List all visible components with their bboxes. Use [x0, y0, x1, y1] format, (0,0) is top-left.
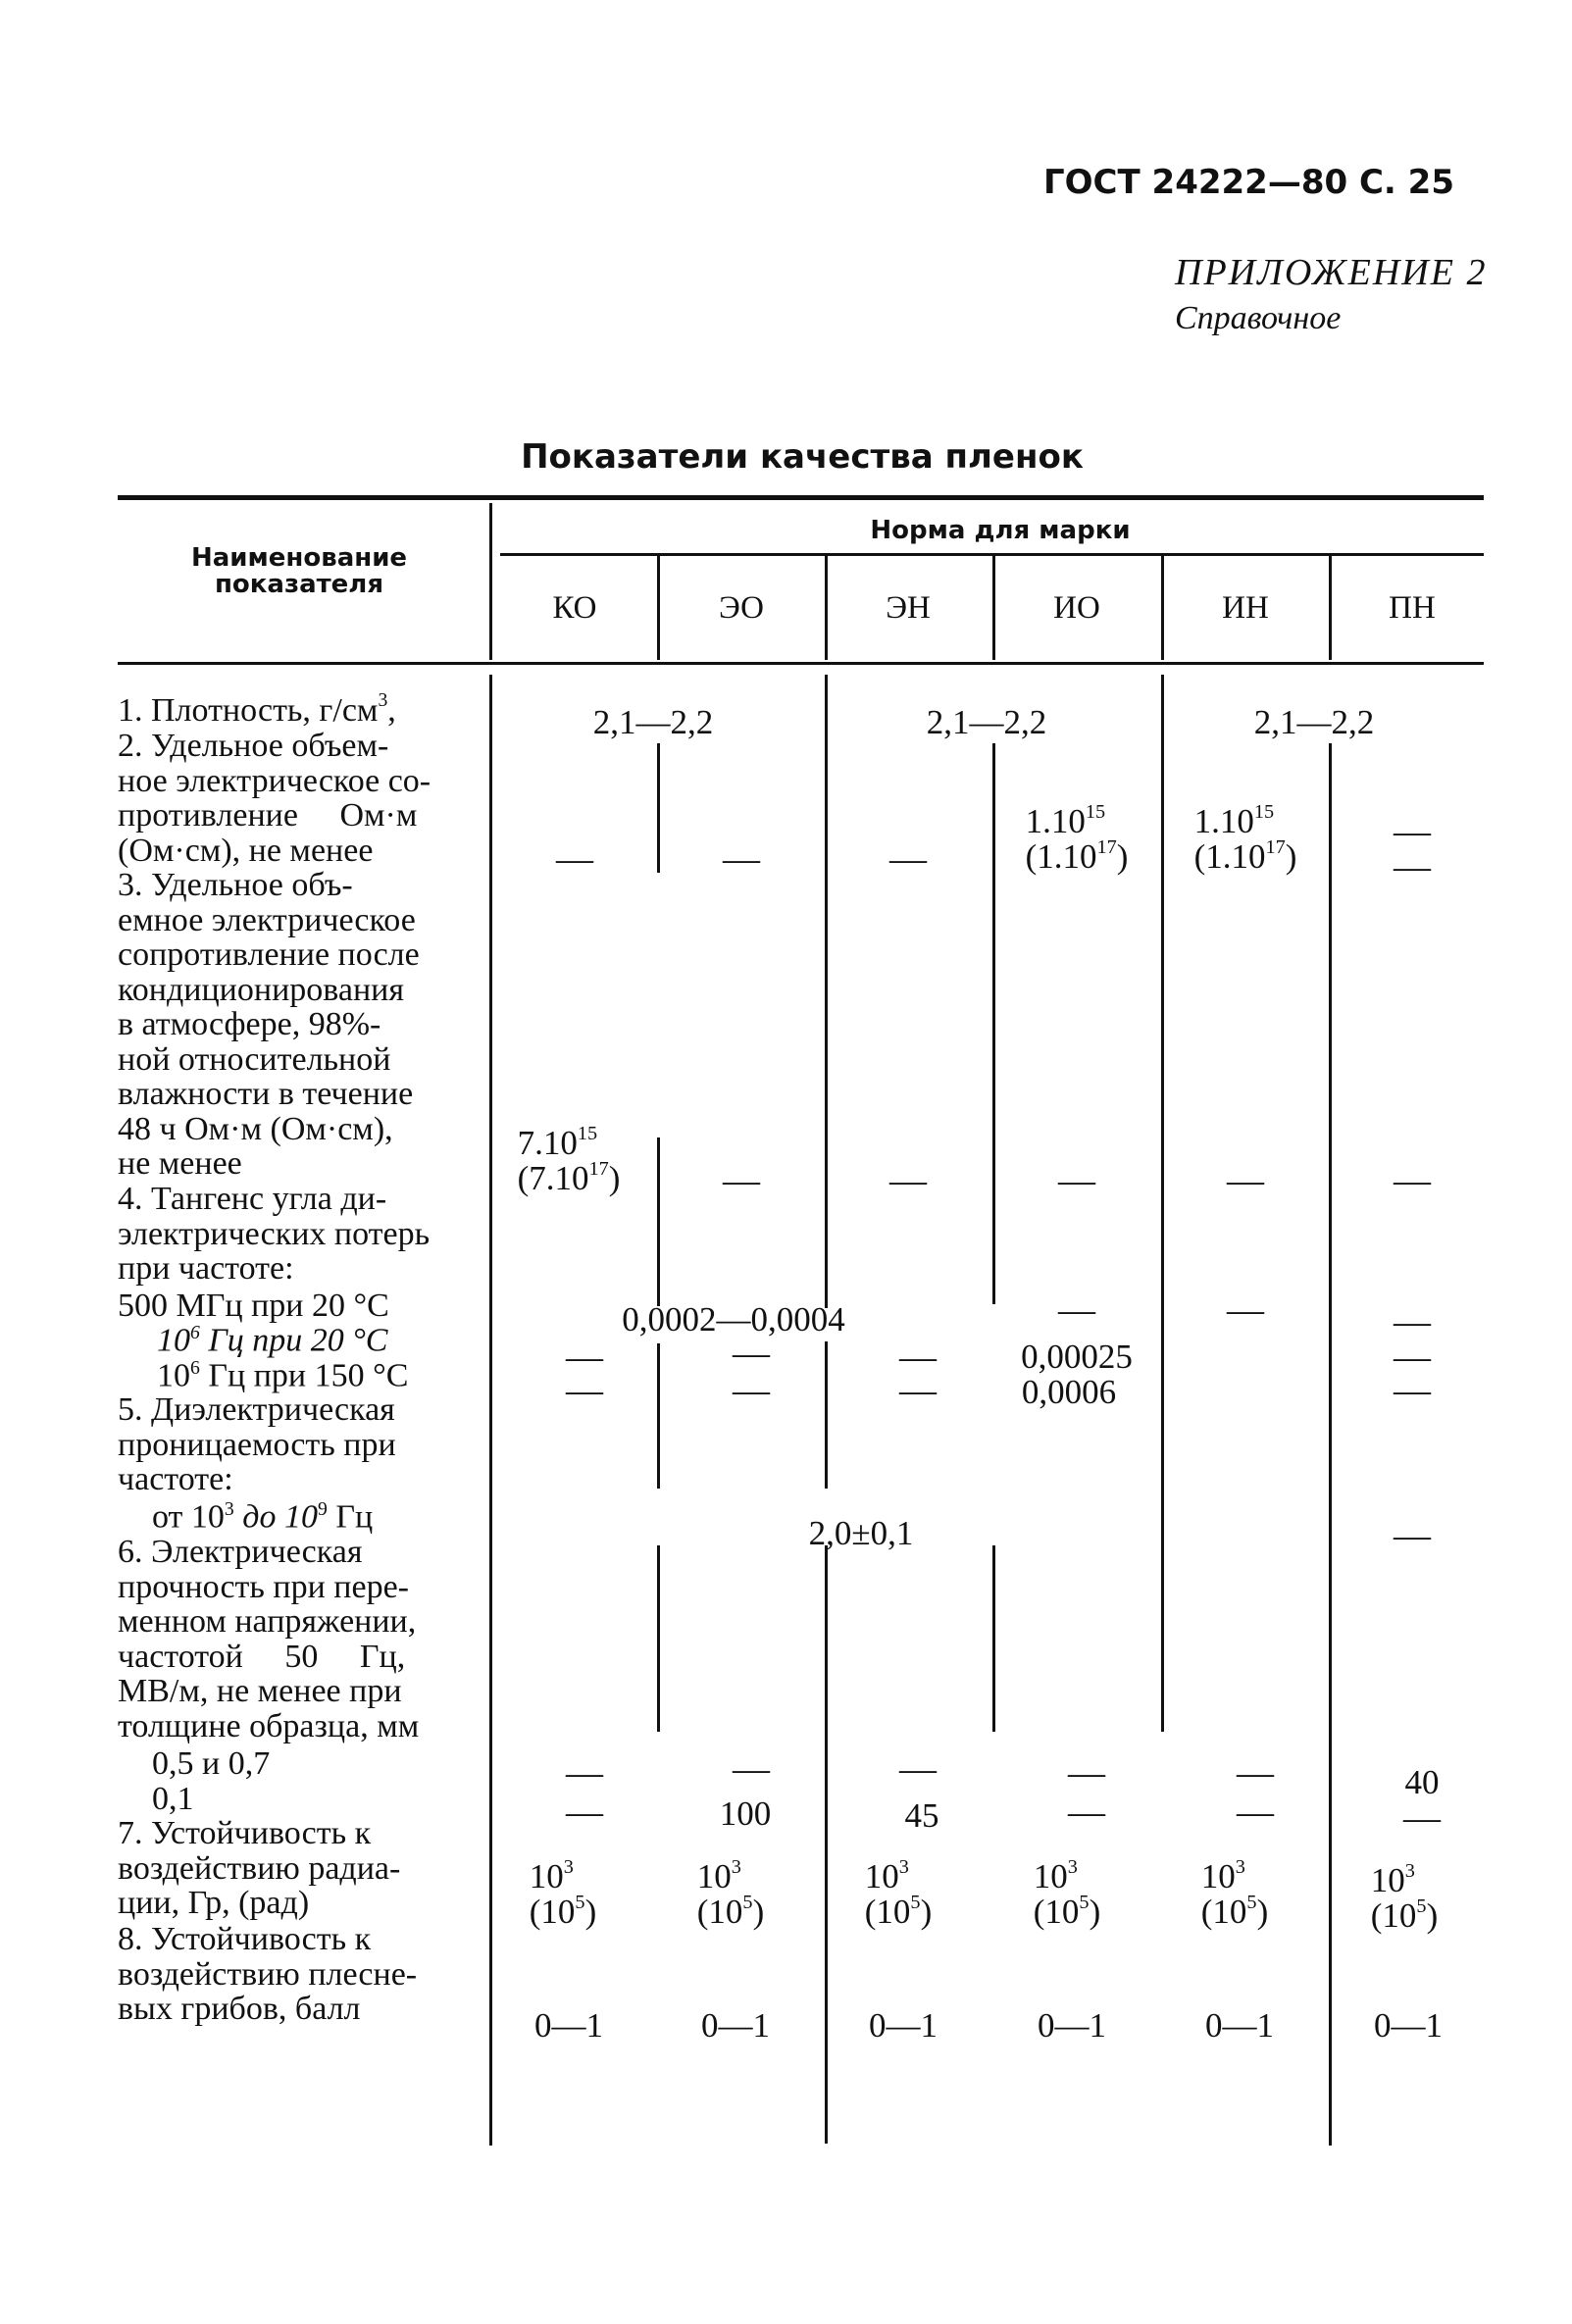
row-4-sub2-value-io: 0,00025 [1021, 1338, 1133, 1376]
row-6-sub1-label: 0,5 и 0,7 [152, 1745, 271, 1782]
row-4-sub2-label: $10^6$ Гц при 20 °C [157, 1322, 388, 1359]
row-4-sub1-value-in: — [1227, 1289, 1264, 1331]
row-6-sub1-value-io: — [1068, 1752, 1105, 1794]
row-1-label: 1. Плотность, $г/см^3$, [118, 689, 396, 729]
row-4-sub3-label: $10^6$ Гц при 150 °C [157, 1357, 409, 1394]
column-header-eo: ЭО [718, 590, 765, 626]
row-2-value-pn-2: — [1394, 846, 1431, 887]
standard-reference: ГОСТ 24222—80 С. 25 [1042, 163, 1454, 202]
row-6-sub2-value-en: 45 [904, 1796, 939, 1835]
header-divider-main [489, 503, 492, 660]
body-divider-4a [1161, 675, 1164, 1732]
row-4-sub1-value-ko-eo: 0,0002—0,0004 [622, 1300, 845, 1339]
row-4-sub2-value-pn: — [1394, 1337, 1431, 1378]
row-4-sub3-value-io: 0,0006 [1021, 1373, 1117, 1411]
row-4-sub1-label: 500 МГц при 20 °C [118, 1288, 389, 1324]
body-divider-3a [992, 743, 995, 1304]
row-2-value-ko: — [556, 838, 593, 880]
row-2-value-eo: — [723, 838, 760, 880]
row-4-sub3-value-en: — [899, 1370, 937, 1411]
body-divider-2b [825, 1341, 828, 1489]
header-divider-4 [1161, 556, 1164, 660]
header-name-cell: Наименование показателя [191, 543, 408, 599]
header-divider-3 [992, 556, 995, 660]
row-4-sub3-value-ko: — [566, 1370, 603, 1411]
row-2-value-in: 1.10$^{15}$ (1.10$^{17}$) [1193, 800, 1297, 876]
row-6-sub2-value-eo: 100 [719, 1794, 772, 1833]
header-divider-1 [657, 556, 660, 660]
row-3-value-ko: 7.10$^{15}$ (7.10$^{17}$) [517, 1122, 621, 1197]
row-2-value-pn-1: — [1394, 811, 1431, 852]
body-divider-2a [825, 675, 828, 1308]
body-divider-main [489, 675, 492, 2146]
row-4-sub1-value-io: — [1058, 1289, 1095, 1331]
row-2-label: 2. Удельное объем- ное электрическое со- противление Ом·м (Ом·см), не менее [118, 728, 431, 869]
row-2-value-en: — [889, 838, 927, 880]
row-7-value-pn: $10^3$ $(10^5)$ [1370, 1859, 1439, 1935]
row-8-label: 8. Устойчивость к воздействию плесне- вых грибов, балл [118, 1921, 418, 2027]
row-8-value-in: 0—1 [1205, 2006, 1274, 2045]
row-4-sub1-value-pn: — [1394, 1301, 1431, 1342]
body-divider-5a [1329, 743, 1332, 2146]
row-6-sub2-value-io: — [1068, 1792, 1105, 1833]
row-1-value-en-io: 2,1—2,2 [926, 703, 1047, 741]
row-6-sub1-value-ko: — [566, 1752, 603, 1794]
row-4-sub2-value-ko: — [566, 1337, 603, 1378]
row-3-value-en: — [889, 1160, 927, 1201]
appendix-title: ПРИЛОЖЕНИЕ 2 [1175, 252, 1488, 293]
row-3-value-in: — [1227, 1160, 1264, 1201]
row-3-value-pn: — [1394, 1160, 1431, 1201]
row-7-value-eo: $10^3$ $(10^5)$ [696, 1855, 765, 1931]
row-6-sub1-value-en: — [899, 1748, 937, 1790]
row-7-value-in: $10^3$ $(10^5)$ [1200, 1855, 1269, 1931]
row-1-value-in-pn: 2,1—2,2 [1253, 703, 1375, 741]
body-divider-1c [657, 1343, 660, 1489]
appendix-status: Справочное [1175, 300, 1342, 336]
row-8-value-ko: 0—1 [534, 2006, 603, 2045]
row-1-value-ko-eo: 2,1—2,2 [592, 703, 714, 741]
row-8-value-en: 0—1 [869, 2006, 938, 2045]
row-6-sub1-value-pn: 40 [1404, 1763, 1440, 1801]
row-6-sub2-value-pn: — [1403, 1797, 1441, 1839]
row-5-value-pn: — [1394, 1515, 1431, 1556]
header-norm-cell: Норма для марки [870, 516, 1131, 545]
header-bottom-rule [118, 662, 1484, 665]
row-7-value-en: $10^3$ $(10^5)$ [864, 1855, 933, 1931]
table-title: Показатели качества пленок [521, 437, 1084, 477]
row-4-sub3-value-pn: — [1394, 1370, 1431, 1411]
body-divider-3b [992, 1545, 995, 1732]
column-header-ko: КО [552, 590, 597, 626]
row-8-value-pn: 0—1 [1374, 2006, 1443, 2045]
body-divider-1d [657, 1545, 660, 1732]
header-divider-2 [825, 556, 828, 660]
row-2-value-io: 1.10$^{15}$ (1.10$^{17}$) [1025, 800, 1129, 876]
row-6-sub2-value-ko: — [566, 1792, 603, 1833]
row-5-label: 5. Диэлектрическая проницаемость при частоте: [118, 1391, 396, 1497]
body-divider-2c [825, 1545, 828, 2144]
row-6-sub2-value-in: — [1237, 1792, 1274, 1833]
row-8-value-io: 0—1 [1038, 2006, 1106, 2045]
table-top-rule [118, 495, 1484, 500]
column-header-en: ЭН [886, 590, 931, 626]
row-6-sub1-value-eo: — [733, 1748, 770, 1790]
row-4-sub2-value-en: — [899, 1337, 937, 1378]
row-6-sub2-label: 0,1 [152, 1781, 194, 1817]
body-divider-1a [657, 743, 660, 873]
row-3-value-eo: — [723, 1160, 760, 1201]
row-4-sub3-value-eo: — [733, 1370, 770, 1411]
header-divider-5 [1329, 556, 1332, 660]
row-7-value-ko: $10^3$ $(10^5)$ [529, 1855, 597, 1931]
body-divider-1b [657, 1137, 660, 1306]
row-6-label: 6. Электрическая прочность при пере- менном напряжении, частотой 50 Гц, МВ/м, не менее при толщине образца, мм [118, 1534, 420, 1744]
column-header-in: ИН [1222, 590, 1269, 626]
row-6-sub1-value-in: — [1237, 1752, 1274, 1794]
column-header-pn: ПН [1389, 590, 1436, 626]
row-7-value-io: $10^3$ $(10^5)$ [1033, 1855, 1101, 1931]
row-4-label: 4. Тангенс угла ди- электрических потерь при частоте: [118, 1181, 431, 1287]
row-7-label: 7. Устойчивость к воздействию радиа- ции, Гр, (рад) [118, 1815, 401, 1921]
row-8-value-eo: 0—1 [701, 2006, 770, 2045]
row-3-value-io: — [1058, 1160, 1095, 1201]
column-header-io: ИО [1053, 590, 1100, 626]
row-4-sub2-value-eo: — [733, 1333, 770, 1374]
row-5-sub-label: от $10^3$ до $10^9$ Гц [152, 1498, 374, 1536]
row-3-label: 3. Удельное объ- емное электрическое сопротивление после кондиционирования в атмосфере, 98%- ной относительной влажности в течение 48 ч Ом·м (Ом·см), не менее [118, 867, 420, 1182]
row-5-value-span: 2,0±0,1 [808, 1514, 914, 1552]
